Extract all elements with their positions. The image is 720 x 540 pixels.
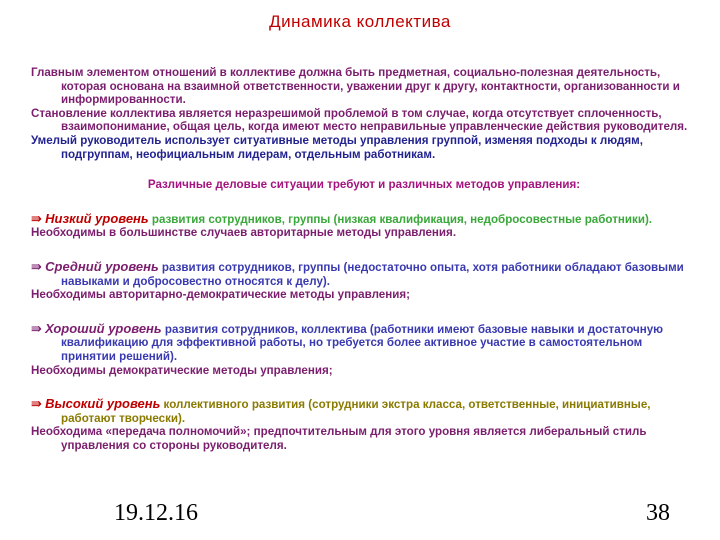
intro-paragraph-2: Становление коллектива является неразрешимой проблемой в том случае, когда отсутствует сплоченность, взаимопонимание, общая цель, когда имеют место неправильные управленческие действия руководителя.: [31, 106, 688, 134]
arrow-icon: ⇛: [31, 396, 42, 412]
level-mid-method: Необходимы авторитарно-демократические методы управления;: [31, 288, 410, 302]
level-good-description: развития сотрудников, коллектива (работники имеют базовые навыки и достаточную квалификацию для эффективной работы, но требуется более активное участие в самостоятельном принятии решений).: [61, 322, 664, 363]
level-low-method: Необходимы в большинстве случаев авторитарные методы управления.: [31, 226, 457, 240]
level-high-description: коллективного развития (сотрудники экстра класса, ответственные, инициативные, работают творчески).: [61, 398, 651, 425]
slide-body: [31, 66, 697, 452]
level-high-name: Высокий уровень: [45, 396, 161, 412]
arrow-icon: ⇛: [31, 258, 42, 274]
page-number: 38: [646, 500, 670, 526]
slide-title: Динамика коллектива: [269, 12, 451, 31]
arrow-icon: ⇛: [31, 210, 42, 226]
arrow-icon: ⇛: [31, 320, 42, 336]
level-good-method: Необходимы демократические методы управления;: [31, 363, 333, 377]
level-low-description: развития сотрудников, группы (низкая квалификация, недобросовестные работники).: [148, 212, 653, 226]
intro-paragraph-1: Главным элементом отношений в коллективе должна быть предметная, социально-полезная деятельность, которая основана на взаимной ответственности, уважении друг к другу, контактности, организованности и информированности.: [31, 66, 680, 107]
level-low-name: Низкий уровень: [45, 210, 149, 226]
slide-date: 19.12.16: [114, 500, 198, 526]
level-good-name: Хороший уровень: [45, 320, 162, 336]
level-mid-description: развития сотрудников, группы (недостаточно опыта, хотя работники обладают базовыми навыками и добросовестно относятся к делу).: [61, 260, 684, 288]
subheading: Различные деловые ситуации требуют и различных методов управления:: [147, 178, 581, 192]
level-mid-item: [31, 260, 697, 288]
level-mid-name: Средний уровень: [45, 258, 159, 274]
level-low-item: [31, 212, 697, 227]
intro-paragraph-3: Умелый руководитель использует ситуативные методы управления группой, изменяя подходы к людям, подгруппам, неофициальным лидерам, отдельным работникам.: [31, 133, 643, 161]
level-high-method: Необходима «передача полномочий»; предпочтительным для этого уровня является либеральный стиль управления со стороны руководителя.: [31, 425, 647, 452]
level-high-item: [31, 397, 697, 425]
level-good-item: [31, 322, 697, 364]
